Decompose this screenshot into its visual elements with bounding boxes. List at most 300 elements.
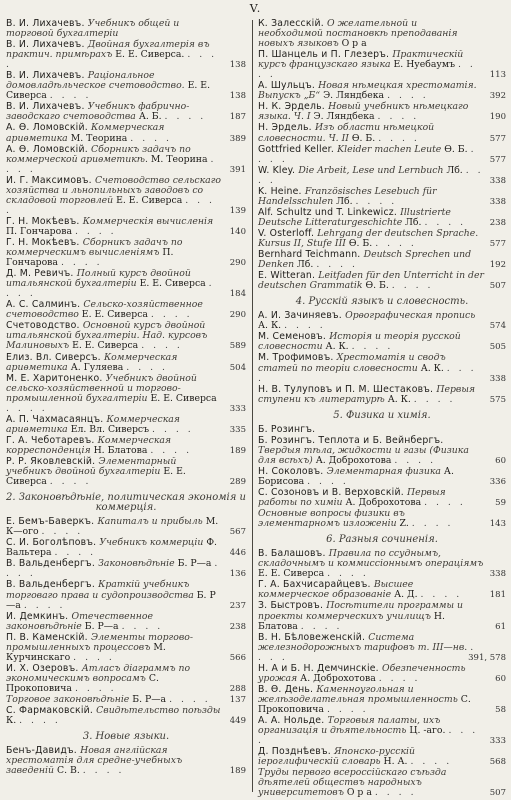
entry-page-number: 138 [229, 91, 246, 102]
entry-reviewer: Ө. Б. [365, 280, 389, 292]
entry-author: Bernhard Teichmann. [258, 249, 364, 261]
entry-page-number: 566 [229, 652, 246, 663]
entry-title: Система железнодорожныхъ тарифовъ т. III—нв. [258, 631, 471, 653]
entry-page-number: 333 [489, 736, 506, 747]
catalog-entry [6, 746, 246, 776]
entry-title: Новая англійская хрестоматія для средне-учебныхъ заведеній [6, 745, 183, 777]
entry-title: Краткій учебникъ торговаго права и судопроизводства [6, 579, 197, 601]
section-heading: 5. Физика и химія. [333, 409, 431, 421]
leader-dots: . . . . [164, 111, 207, 123]
entry-title: Сельско-хозяйственное счетоводство [6, 299, 203, 321]
entry-page-number: 338 [489, 196, 506, 207]
leader-dots: . . . . [420, 589, 463, 601]
entry-reviewer: Н. Блатова [93, 444, 148, 456]
entry-title: Новая нѣмецкая хрестоматія. Выпускъ „Б“ [258, 80, 477, 102]
catalog-entry [258, 229, 506, 249]
entry-page-number: 189 [229, 766, 246, 777]
entry-author: А. Шульцъ. [258, 80, 319, 92]
entry-author: А. С. Салминъ. [6, 299, 84, 311]
leader-dots: . . . . [284, 320, 326, 332]
entry-page-number: 288 [229, 683, 246, 694]
entry-reviewer: Е. Е. Сиверса [6, 80, 211, 102]
catalog-entry [258, 633, 506, 663]
entry-title: Атласъ діаграммъ по экономическимъ вопросамъ [6, 662, 191, 684]
leader-dots: . . . . [6, 278, 215, 300]
leader-dots: . . . . [378, 672, 421, 684]
leader-dots: . . . . [326, 703, 369, 715]
catalog-entry [258, 664, 506, 684]
entry-page-number: 505 [489, 342, 506, 353]
entry-author: А. Ө. Ломовскій. [6, 122, 92, 134]
entry-author: В. Н. Бѣловеженскій. [258, 631, 369, 643]
entry-author: И. Демкинъ. [6, 610, 72, 622]
entry-reviewer: А. К. [258, 320, 282, 332]
entry-page-number: 237 [229, 600, 246, 611]
leader-dots: . . . . [54, 547, 97, 559]
entry-reviewer: Е. Е. Сиверса [258, 568, 325, 580]
entry-title: Труды первого всероссійскаго съѣзда дѣятелей обществъ народныхъ университетовъ [258, 767, 447, 799]
catalog-entry [6, 415, 246, 435]
leader-dots: . . . . [411, 518, 454, 530]
entry-author: Бенъ-Давидъ. [6, 745, 81, 757]
entry-author: Н. Соколовъ. [258, 465, 327, 477]
entry-title: Коммерческая ариѳметика [6, 351, 178, 373]
leader-dots: . . . . [258, 725, 479, 747]
entry-reviewer: А. К. [325, 341, 349, 353]
entry-title: Обезпеченность урожая [258, 662, 466, 684]
entry-reviewer: А. Доброхотова [300, 672, 376, 684]
catalog-entry [6, 40, 246, 70]
catalog-entry [6, 300, 246, 320]
entry-reviewer: Ө. Б. [348, 237, 373, 249]
entry-title: Свидѣтельство поѣзды [96, 705, 221, 717]
entry-title: Посѣтители программы и проекты коммерческихъ училищъ [258, 600, 464, 622]
entry-page-number: 568 [489, 757, 506, 768]
entry-reviewer: М. К—ого [6, 516, 219, 538]
entry-title: Französisches Lesebuch für Handelsschulen [258, 185, 437, 207]
entry-reviewer: Е. Е. Сиверса [72, 340, 139, 352]
section-heading: 6. Разныя сочиненія. [326, 534, 438, 546]
catalog-entry [6, 664, 246, 694]
entry-author: В. Вальденбергъ. [6, 579, 99, 591]
entry-reviewer: А. Доброхотова [345, 497, 422, 509]
entry-reviewer: А. Борисова [258, 465, 454, 487]
catalog-entry [258, 145, 506, 165]
leader-dots: . . . . [307, 475, 349, 487]
leader-dots: . . . . [23, 599, 66, 611]
leader-dots: . . . . [424, 216, 467, 228]
entry-title: Раціональное домовладѣльческое счетоводство. [6, 70, 188, 92]
entry-reviewer: Н. А. [383, 756, 408, 768]
entry-author: П. В. Каменскій. [6, 631, 91, 643]
entry-page-number: 290 [229, 310, 246, 321]
entry-author: М. Семеновъ. [258, 331, 330, 343]
entry-author: В. Ө. День. [258, 683, 317, 695]
entry-title: О желательной и необходимой постановкѣ преподаванія новыхъ языковъ [258, 18, 458, 50]
entry-reviewer: Б. Р—а [132, 694, 167, 705]
entry-title: Изъ области нѣмецкой словесности. Ч. II [258, 122, 435, 144]
entry-reviewer: А. К. [420, 362, 444, 374]
leader-dots: . . . . [316, 259, 358, 271]
leader-dots: . . . . [150, 309, 193, 321]
entry-page-number: 181 [489, 590, 506, 601]
entry-reviewer: Ф. Вальтера [6, 537, 218, 559]
leader-dots: . . . . [351, 341, 394, 353]
entry-page-number: 577 [489, 238, 506, 249]
entry-author: Елиз. Вл. Сиверсъ. [6, 351, 104, 363]
entry-reviewer: Лб. [297, 259, 314, 271]
entry-author: Н. А и Б. Н. Демчинскіе. [258, 662, 382, 674]
leader-dots: . . . . [6, 558, 221, 580]
leader-dots: . . . . [130, 132, 172, 144]
catalog-entry [258, 601, 506, 631]
catalog-entry [6, 612, 246, 632]
entry-author: А. Ө. Ломовскій. [6, 143, 92, 155]
catalog-entry [6, 633, 246, 663]
entry-reviewer: Б. Р—а [177, 558, 212, 570]
right-column [258, 19, 506, 799]
leader-dots: . . . . [6, 153, 217, 175]
leader-dots: . . . . [258, 164, 484, 186]
catalog-entry [258, 716, 506, 746]
leader-dots: . . . . [355, 195, 398, 207]
entry-page-number: 184 [229, 289, 246, 300]
entry-page-number: 189 [229, 445, 246, 456]
entry-title: Счетоводство сельскаго хозяйства и льнопильныхъ заводовъ со складовой торговлей [6, 174, 221, 206]
entry-author: С. Созоновъ и В. Верховскій. [258, 487, 407, 499]
entry-title: Твердыя тѣла, жидкости и газы (Физика для всѣхъ) [258, 444, 469, 466]
catalog-entry [258, 467, 506, 487]
column-divider [252, 20, 253, 792]
entry-title: Учебникъ общей и торговой бухгалтеріи [6, 18, 180, 40]
entry-page-number: 589 [229, 341, 246, 352]
entry-title: Leitfaden für den Unterricht in der deutschen Grammatik [258, 270, 484, 292]
catalog-entry [258, 81, 506, 101]
entry-page-number: 238 [489, 217, 506, 228]
entry-title: Высшее коммерческое образованіе [258, 579, 414, 601]
catalog-entry [6, 176, 246, 216]
entry-reviewer: С. Прокоповича [6, 672, 159, 694]
entry-page-number: 575 [489, 394, 506, 405]
entry-title: Первыя ступени къ литературѣ [258, 383, 476, 405]
entry-title: Коммерческая ариѳметика [6, 413, 180, 435]
entry-author: Б. Розингъ. [258, 423, 316, 435]
entry-reviewer: Е. Е. Сиверса [150, 392, 217, 404]
catalog-entry [258, 385, 506, 405]
entry-author: А. П. Чахмасаянцъ. [6, 413, 107, 425]
entry-page-number: 61 [495, 621, 506, 632]
entry-author: С. Фармаковскій. [6, 705, 97, 717]
entry-title: Каменноугольная и желѣзоделательная промышленность [258, 683, 461, 705]
entry-author: Г. А. Чеботаревъ. [6, 434, 98, 446]
entry-reviewer: Э. Ляндбека [323, 90, 385, 102]
entry-page-number: 567 [229, 527, 246, 538]
leader-dots: . . . . [327, 568, 369, 580]
entry-page-number: 60 [495, 673, 506, 684]
entry-author: З. Быстровъ. [258, 600, 327, 612]
entry-page-number: 507 [489, 788, 506, 799]
entry-reviewer: Ө. Б. [444, 143, 468, 155]
entry-reviewer: Э. Ляндбека [313, 111, 375, 123]
entry-title: Первыя работы по химіи [258, 487, 446, 509]
entry-reviewer: Б. Р—а [6, 589, 216, 611]
leader-dots: . . . . [424, 497, 466, 509]
entry-author: А. И. Зачиняевъ. [258, 310, 346, 322]
entry-title: Капиталъ и прибыль [97, 516, 206, 528]
entry-author: В. И. Лихачевъ. [6, 18, 88, 29]
entry-author: В. Вальденбергъ. [6, 558, 99, 570]
entry-page-number: 58 [495, 704, 506, 715]
entry-page-number: 577 [489, 133, 506, 144]
entry-page-number: 136 [229, 569, 246, 580]
entry-page-number: 59 [495, 498, 506, 509]
entry-author: Б. Розингъ. Теплота и Б. Вейнбергъ. [258, 434, 444, 446]
leader-dots: . . . . [49, 90, 92, 102]
leader-dots: . . . . [6, 194, 215, 216]
entry-author: И. Г. Максимовъ. [6, 174, 95, 186]
entry-title: Законовѣдѣніе [98, 558, 178, 570]
entry-author: Г. Н. Мокѣевъ. [6, 215, 83, 227]
leader-dots: . . . . [378, 132, 420, 144]
entry-reviewer: М. Теорина [70, 132, 128, 144]
entry-reviewer: Е. Е. Сиверса. [115, 49, 185, 61]
entry-author: С. И. Боголѣповъ. [6, 537, 100, 549]
entry-reviewer: А. Гуляева [70, 361, 124, 373]
entry-reviewer: С. В. [56, 765, 80, 777]
entry-title: Lehrgang der deutschen Sprache. Kursus II, Stufe III [258, 227, 479, 249]
entry-page-number: 391 [229, 164, 246, 175]
entry-page-number: 113 [489, 70, 506, 81]
entry-title: Коммерческая ариѳметика [6, 122, 165, 144]
catalog-entry [258, 208, 506, 228]
catalog-entry [258, 166, 506, 186]
catalog-entry [258, 580, 506, 600]
entry-reviewer: К. [6, 715, 17, 727]
catalog-entry [258, 747, 506, 767]
leader-dots: . . . . [169, 694, 211, 705]
entry-title: Коммерческая корреспонденція [6, 434, 172, 456]
catalog-entry [6, 19, 246, 39]
leader-dots: . . . . [74, 682, 117, 694]
leader-dots: . . . . [41, 526, 84, 538]
catalog-entry [258, 19, 506, 49]
leader-dots: . . . . [74, 225, 117, 237]
entry-reviewer: Е. Е. Сиверса [116, 194, 183, 206]
catalog-entry [6, 353, 246, 373]
leader-dots: . . . . [6, 402, 48, 414]
entry-title: Основные вопросы физики въ элементарномъ изложеніи [258, 508, 405, 530]
section-heading: 3. Новые языки. [82, 731, 170, 743]
left-column [6, 19, 246, 777]
entry-title: Исторія и теорія русской словесности [258, 331, 461, 353]
catalog-entry [6, 321, 246, 351]
catalog-entry [258, 425, 506, 435]
leader-dots: . . . . [391, 280, 434, 292]
entry-author: М. Трофимовъ. [258, 352, 337, 364]
entry-author: Н. В. Тулуповъ и П. М. Шестаковъ. [258, 383, 437, 395]
entry-reviewer: Лб. [446, 164, 463, 176]
entry-author: В. Балашовъ. [258, 548, 329, 560]
leader-dots: . . . . [141, 340, 183, 352]
entry-title: Отечественное законовѣдѣніе [6, 610, 153, 632]
catalog-entry [6, 538, 246, 558]
entry-page-number: 338 [489, 373, 506, 384]
leader-dots: . . . . [82, 765, 125, 777]
catalog-entry [258, 353, 506, 383]
leader-dots: . . . . [126, 361, 168, 373]
leader-dots: . . . . [73, 651, 115, 663]
entry-author: Е. Бемъ-Баверкъ. [6, 516, 98, 528]
entry-title: Торговыя палаты, ихъ организація и дѣятельность [258, 715, 441, 737]
leader-dots: . . . . [300, 620, 343, 632]
entry-page-number: 392 [489, 91, 506, 102]
catalog-entry [6, 457, 246, 487]
entry-reviewer: Е. Е. Сиверса [81, 309, 148, 321]
catalog-entry [258, 332, 506, 352]
entry-reviewer: А. Д. [394, 589, 418, 601]
catalog-entry [258, 271, 506, 291]
catalog-entry [258, 311, 506, 331]
section-heading: 4. Русскій языкъ и словесность. [295, 296, 469, 308]
entry-page-number: 290 [229, 258, 246, 269]
entry-author: E. Witteran. [258, 270, 319, 282]
entry-title: Новый учебникъ нѣмецкаго языка. Ч. I [258, 101, 469, 123]
leader-dots: . . . . [258, 143, 477, 165]
entry-page-number: 333 [229, 403, 246, 414]
catalog-entry [6, 217, 246, 237]
entry-title: Сборникъ задачъ по коммерческой ариѳметикѣ. [6, 143, 191, 165]
entry-title: Японско-русскій іероглифическій словарь [258, 746, 416, 768]
entry-reviewer: Лб. [405, 216, 422, 228]
catalog-entry [6, 238, 246, 268]
leader-dots: . . . . [377, 111, 420, 123]
entry-author: Gottfried Keller. [258, 143, 338, 155]
entry-reviewer: Н. Блатова [258, 610, 445, 632]
catalog-entry [6, 436, 246, 456]
leader-dots: . . . . [413, 393, 456, 405]
entry-title: Хрестоматія и сводъ статей по теоріи словесности [258, 352, 446, 374]
entry-title: Практическій курсъ французскаго языка [258, 49, 464, 71]
leader-dots: . . . . [387, 90, 429, 102]
entry-reviewer: О р а [346, 787, 372, 799]
catalog-entry [6, 695, 246, 705]
entry-reviewer: Ц. -аго. [409, 725, 446, 737]
entry-reviewer: Ел. Вл. Сиверсъ [70, 423, 150, 435]
entry-reviewer: А. К. [387, 393, 411, 405]
entry-page-number: 137 [229, 695, 246, 705]
catalog-entry [6, 706, 246, 726]
leader-dots: . . . . [410, 756, 453, 768]
entry-author: М. Е. Харитоненко. [6, 372, 106, 384]
entry-title: Illustrierte Deutsche Litteraturgeschichte [258, 206, 451, 228]
entry-reviewer: С. Прокоповича [258, 693, 471, 715]
entry-author: Г. А. Бахчисарайцевъ. [258, 579, 374, 591]
entry-title: Учебникъ коммерціи [99, 537, 207, 549]
entry-reviewer: П. Гончарова [6, 247, 174, 269]
entry-page-number: 336 [489, 476, 506, 487]
catalog-entry [6, 517, 246, 537]
entry-page-number: 335 [229, 424, 246, 435]
entry-title: Элементарная физика [326, 465, 444, 477]
entry-author: В. И. Лихачевъ. [6, 39, 88, 51]
catalog-entry [258, 102, 506, 122]
entry-reviewer: Е. Нуебаумъ [393, 59, 456, 71]
leader-dots: . . . . [374, 787, 417, 799]
entry-reviewer: А. Б. [138, 111, 162, 123]
entry-page-number: 446 [229, 548, 246, 559]
entry-author: Д. Позднѣевъ. [258, 746, 335, 758]
entry-page-number: 338 [489, 569, 506, 580]
entry-title: Элементарный учебникъ двойной бухгалтеріи [6, 455, 177, 478]
entry-reviewer: П. Гончарова [6, 225, 72, 237]
leader-dots: . . . . [258, 362, 477, 384]
catalog-entry [6, 580, 246, 610]
entry-reviewer: Е. Е. Сиверса [139, 278, 206, 290]
entry-reviewer: Лб. [336, 195, 353, 207]
entry-author: Р. Р. Яковлевскій. [6, 455, 99, 467]
catalog-entry [6, 123, 246, 143]
entry-page-number: 60 [495, 455, 506, 466]
entry-page-number: 238 [229, 621, 246, 632]
entry-title: Двойная бухгалтерія въ практич. примѣрахъ [6, 39, 210, 61]
entry-author: В. И. Лихачевъ. [6, 101, 88, 113]
catalog-entry [258, 509, 506, 529]
entry-page-number: 338 [489, 175, 506, 186]
entry-page-number: 504 [229, 362, 246, 373]
entry-title: Сборникъ задачъ по коммерческимъ вычисленіямъ [6, 236, 183, 259]
catalog-entry [6, 71, 246, 101]
catalog-entry [6, 374, 246, 414]
catalog-entry [6, 559, 246, 579]
catalog-entry [258, 123, 506, 143]
entry-author: П. Шанцель и П. Глезеръ. [258, 49, 393, 61]
entry-author: Г. Н. Мокѣевъ. [6, 236, 83, 248]
section-heading: 2. Законовѣдѣніе, политическая экономія и коммерція. [6, 492, 246, 514]
entry-reviewer: Z. [399, 518, 409, 530]
entry-reviewer: А. Доброхотова [315, 454, 392, 466]
leader-dots: . . . . [258, 59, 476, 81]
catalog-entry [258, 685, 506, 715]
catalog-entry [6, 145, 246, 175]
entry-page-number: 391, 578 [468, 652, 506, 663]
leader-dots: . . . . [375, 237, 417, 249]
entry-page-number: 143 [489, 519, 506, 530]
entry-reviewer: М. Теорина [150, 153, 208, 165]
entry-page-number: 187 [229, 112, 246, 123]
leader-dots: . . . . [60, 257, 103, 269]
catalog-entry [258, 250, 506, 270]
entry-title: Элементы торгово-промышленныхъ процессовъ [6, 631, 193, 653]
leader-dots: . . . . [49, 476, 92, 488]
entry-title: Правила по ссуднымъ, складочнымъ и коммиссіоннымъ операціямъ [258, 548, 484, 570]
entry-title: Орѳографическая пропись [345, 310, 476, 322]
entry-author: Д. М. Ревичъ. [6, 268, 77, 280]
entry-author: Счетоводство. [6, 320, 83, 332]
entry-page-number: 140 [229, 226, 246, 237]
leader-dots: . . . . [394, 454, 437, 466]
entry-author: Н. К. Эрдель. [258, 101, 329, 113]
entry-author: K. Heine. [258, 185, 305, 197]
entry-author: А. А. Нольде. [258, 715, 328, 726]
catalog-entry [258, 768, 506, 798]
page-number: V. [249, 2, 262, 15]
entry-title: Учебникъ фабрично-заводскаго счетоводства [6, 101, 190, 123]
catalog-entry [258, 50, 506, 80]
catalog-entry [258, 436, 506, 466]
entry-reviewer: Е. Е. Сиверса [6, 466, 186, 488]
entry-reviewer: М. Курчинскаго [6, 641, 166, 663]
entry-title: Die Arbeit, Lese und Lernbuch [298, 164, 447, 176]
